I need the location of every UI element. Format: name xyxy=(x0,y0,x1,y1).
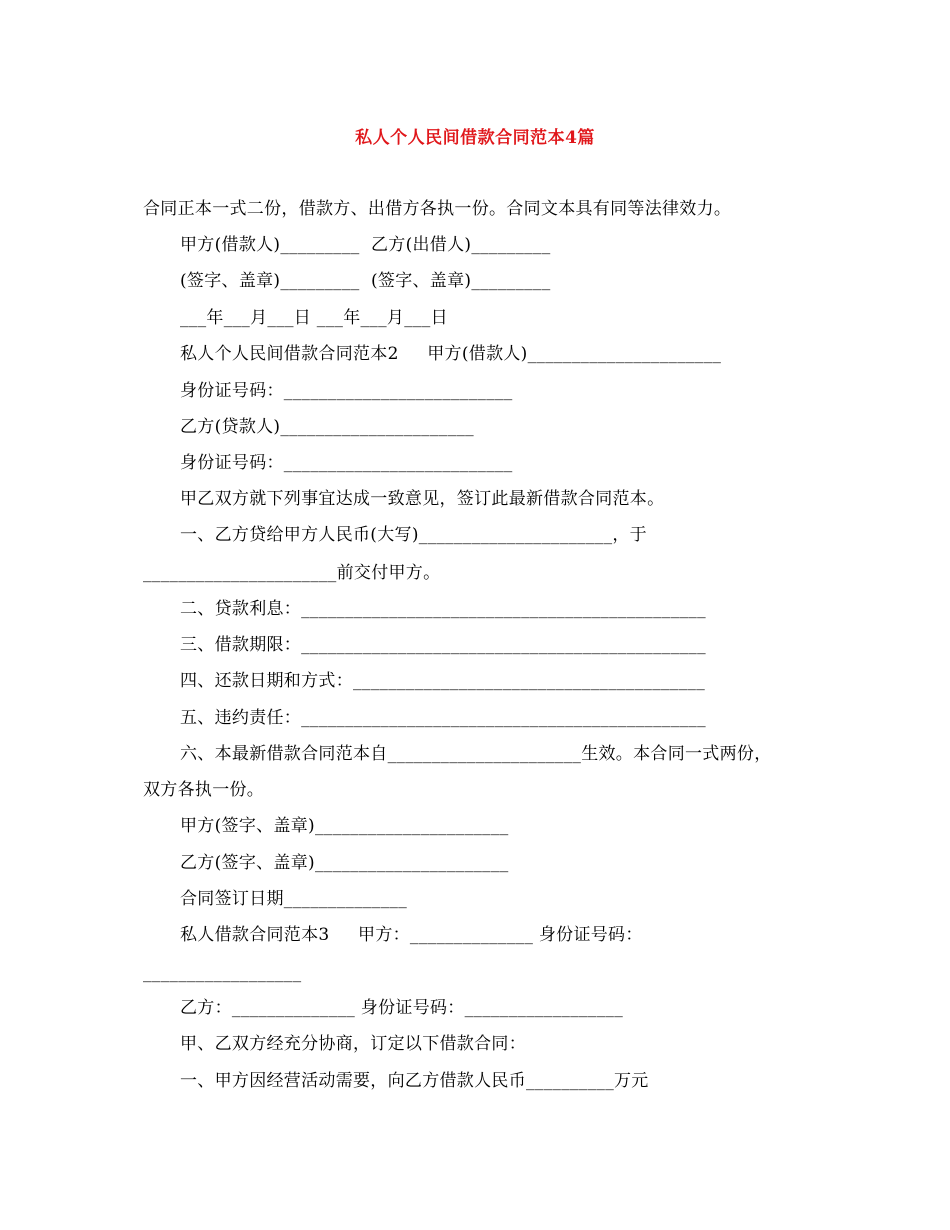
paragraph-line: 五、违约责任：______________________________________________ xyxy=(180,708,706,728)
paragraph-line: __________________ xyxy=(143,963,302,983)
document-title: 私人个人民间借款合同范本4篇 xyxy=(355,128,595,148)
paragraph-line: 四、还款日期和方式：________________________________________ xyxy=(180,671,705,691)
paragraph-line: 甲方(借款人)_________ 乙方(出借人)_________ xyxy=(180,235,551,255)
paragraph-line: (签字、盖章)_________ (签字、盖章)_________ xyxy=(180,271,551,291)
paragraph-line: 甲、乙双方经充分协商，订定以下借款合同： xyxy=(180,1034,526,1054)
paragraph-line: 私人个人民间借款合同范本2 甲方(借款人)______________________ xyxy=(180,344,722,364)
paragraph-line: ______________________前交付甲方。 xyxy=(143,563,441,583)
paragraph-line: 六、本最新借款合同范本自______________________生效。本合同一式两份， xyxy=(180,744,772,764)
paragraph-line: 二、贷款利息：______________________________________________ xyxy=(180,599,706,619)
paragraph-line: 私人借款合同范本3 甲方：______________ 身份证号码： xyxy=(180,925,643,945)
paragraph-line: 甲乙双方就下列事宜达成一致意见，签订此最新借款合同范本。 xyxy=(180,489,665,509)
paragraph-line: 乙方(签字、盖章)______________________ xyxy=(180,853,509,873)
paragraph-line: 双方各执一份。 xyxy=(143,780,265,800)
paragraph-line: 合同正本一式二份，借款方、出借方各执一份。合同文本具有同等法律效力。 xyxy=(143,199,732,219)
paragraph-line: 一、乙方贷给甲方人民币(大写)______________________，于 xyxy=(180,525,647,545)
paragraph-line: 乙方：______________ 身份证号码：__________________ xyxy=(180,998,624,1018)
paragraph-line: 身份证号码：__________________________ xyxy=(180,381,513,401)
paragraph-line: 合同签订日期______________ xyxy=(180,889,407,909)
paragraph-line: ___年___月___日 ___年___月___日 xyxy=(180,308,448,328)
paragraph-line: 乙方(贷款人)______________________ xyxy=(180,417,474,437)
paragraph-line: 甲方(签字、盖章)______________________ xyxy=(180,816,509,836)
paragraph-line: 三、借款期限：______________________________________________ xyxy=(180,635,706,655)
paragraph-line: 一、甲方因经营活动需要，向乙方借款人民币__________万元 xyxy=(180,1071,649,1091)
paragraph-line: 身份证号码：__________________________ xyxy=(180,453,513,473)
